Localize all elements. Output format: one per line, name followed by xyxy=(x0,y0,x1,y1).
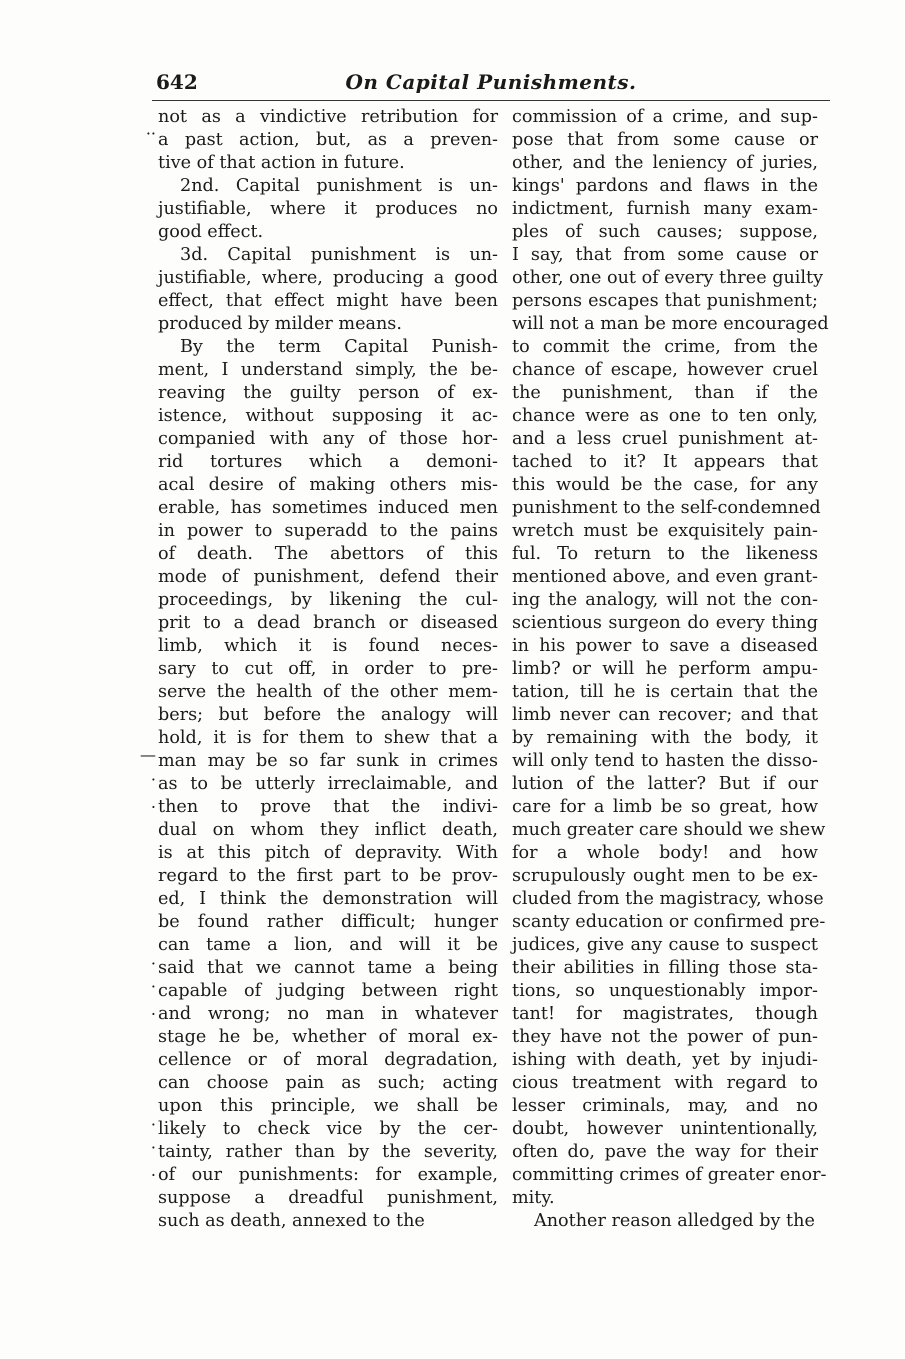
text-line: proceedings, by likening the cul- xyxy=(158,590,498,610)
text-line: ed, I think the demonstration will xyxy=(158,889,498,909)
text-line: hold, it is for them to shew that a xyxy=(158,728,498,748)
text-line: ful. To return to the likeness xyxy=(512,544,818,564)
margin-mark: ·· xyxy=(145,124,156,143)
text-line: acal desire of making others mis- xyxy=(158,475,498,495)
text-line: other, one out of every three guilty xyxy=(512,268,824,288)
text-line: good effect. xyxy=(158,222,264,242)
text-line: cious treatment with regard to xyxy=(512,1073,818,1093)
text-line: can tame a lion, and will it be xyxy=(158,935,498,955)
text-line: erable, has sometimes induced men xyxy=(158,498,498,518)
text-line: this would be the case, for any xyxy=(512,475,818,495)
text-line: produced by milder means. xyxy=(158,314,402,334)
text-line: justifiable, where it produces no xyxy=(158,199,498,219)
text-line: sary to cut off, in order to pre- xyxy=(158,659,498,679)
text-line: 3d. Capital punishment is un- xyxy=(180,245,498,265)
text-line: then to prove that the indivi- xyxy=(158,797,498,817)
text-line: man may be so far sunk in crimes xyxy=(158,751,498,771)
text-line: limb? or will he perform ampu- xyxy=(512,659,818,679)
text-line: ment, I understand simply, the be- xyxy=(158,360,498,380)
text-line: and a less cruel punishment at- xyxy=(512,429,818,449)
text-line: justifiable, where, producing a good xyxy=(158,268,498,288)
text-line: and wrong; no man in whatever xyxy=(158,1004,498,1024)
text-line: punishment to the self-condemned xyxy=(512,498,821,518)
margin-mark: · xyxy=(150,770,156,789)
text-line: suppose a dreadful punishment, xyxy=(158,1188,498,1208)
text-line: bers; but before the analogy will xyxy=(158,705,498,725)
text-line: by remaining with the body, it xyxy=(512,728,818,748)
page-number: 642 xyxy=(156,70,198,94)
margin-mark: . xyxy=(150,793,156,812)
text-line: tive of that action in future. xyxy=(158,153,405,173)
text-line: the punishment, than if the xyxy=(512,383,818,403)
text-line: By the term Capital Punish- xyxy=(180,337,498,357)
text-line: of our punishments: for example, xyxy=(158,1165,498,1185)
text-line: capable of judging between right xyxy=(158,981,498,1001)
text-line: chance were as one to ten only, xyxy=(512,406,818,426)
text-line: can choose pain as such; acting xyxy=(158,1073,498,1093)
text-line: be found rather difficult; hunger xyxy=(158,912,498,932)
text-line: said that we cannot tame a being xyxy=(158,958,498,978)
text-line: lesser criminals, may, and no xyxy=(512,1096,818,1116)
text-line: rid tortures which a demoni- xyxy=(158,452,498,472)
text-line: scientious surgeon do every thing xyxy=(512,613,818,633)
text-line: mode of punishment, defend their xyxy=(158,567,498,587)
text-line: indictment, furnish many exam- xyxy=(512,199,818,219)
text-line: will not a man be more encouraged xyxy=(512,314,829,334)
text-line: I say, that from some cause or xyxy=(512,245,818,265)
margin-mark: · xyxy=(150,954,156,973)
margin-mark: · xyxy=(150,1138,156,1157)
text-line: limb, which it is found neces- xyxy=(158,636,498,656)
page-header xyxy=(152,66,830,101)
text-line: will only tend to hasten the disso- xyxy=(512,751,818,771)
text-line: in power to superadd to the pains xyxy=(158,521,498,541)
text-line: a past action, but, as a preven- xyxy=(158,130,498,150)
text-line: regard to the first part to be prov- xyxy=(158,866,498,886)
text-line: in his power to save a diseased xyxy=(512,636,818,656)
text-line: effect, that effect might have been xyxy=(158,291,498,311)
text-line: commission of a crime, and sup- xyxy=(512,107,818,127)
margin-marks xyxy=(120,106,156,1236)
left-text-column xyxy=(158,106,498,1236)
text-line: care for a limb be so great, how xyxy=(512,797,818,817)
running-title: On Capital Punishments. xyxy=(345,70,637,94)
margin-mark: — xyxy=(140,745,156,764)
text-line: tached to it? It appears that xyxy=(512,452,818,472)
text-line: stage he be, whether of moral ex- xyxy=(158,1027,498,1047)
margin-mark: . xyxy=(150,1161,156,1180)
text-line: judices, give any cause to suspect xyxy=(512,935,818,955)
text-line: 2nd. Capital punishment is un- xyxy=(180,176,498,196)
text-line: scrupulously ought men to be ex- xyxy=(512,866,818,886)
text-line: prit to a dead branch or diseased xyxy=(158,613,498,633)
text-line: limb never can recover; and that xyxy=(512,705,818,725)
text-line: their abilities in filling those sta- xyxy=(512,958,818,978)
text-line: kings' pardons and flaws in the xyxy=(512,176,818,196)
text-line: ples of such causes; suppose, xyxy=(512,222,818,242)
text-line: they have not the power of pun- xyxy=(512,1027,818,1047)
text-line: tant! for magistrates, though xyxy=(512,1004,818,1024)
text-line: doubt, however unintentionally, xyxy=(512,1119,818,1139)
text-line: upon this principle, we shall be xyxy=(158,1096,498,1116)
text-line: committing crimes of greater enor- xyxy=(512,1165,827,1185)
margin-mark: · xyxy=(150,977,156,996)
text-line: istence, without supposing it ac- xyxy=(158,406,498,426)
text-line: not as a vindictive retribution for xyxy=(158,107,498,127)
text-line: cluded from the magistracy, whose xyxy=(512,889,824,909)
text-line: tainty, rather than by the severity, xyxy=(158,1142,498,1162)
text-line: companied with any of those hor- xyxy=(158,429,498,449)
text-line: cellence or of moral degradation, xyxy=(158,1050,498,1070)
right-text-column xyxy=(512,106,829,1236)
text-line: ishing with death, yet by injudi- xyxy=(512,1050,818,1070)
text-line: for a whole body! and how xyxy=(512,843,818,863)
margin-mark: . xyxy=(150,1000,156,1019)
text-line: tation, till he is certain that the xyxy=(512,682,818,702)
text-line: Another reason alledged by the xyxy=(534,1211,815,1231)
text-line: much greater care should we shew xyxy=(512,820,826,840)
text-line: of death. The abettors of this xyxy=(158,544,498,564)
text-line: mity. xyxy=(512,1188,555,1208)
margin-mark: · xyxy=(150,1115,156,1134)
text-line: dual on whom they inflict death, xyxy=(158,820,498,840)
text-line: lution of the latter? But if our xyxy=(512,774,818,794)
text-line: other, and the leniency of juries, xyxy=(512,153,818,173)
text-line: scanty education or confirmed pre- xyxy=(512,912,826,932)
text-line: serve the health of the other mem- xyxy=(158,682,498,702)
text-line: persons escapes that punishment; xyxy=(512,291,818,311)
text-line: such as death, annexed to the xyxy=(158,1211,425,1231)
text-line: reaving the guilty person of ex- xyxy=(158,383,498,403)
text-line: often do, pave the way for their xyxy=(512,1142,818,1162)
text-line: likely to check vice by the cer- xyxy=(158,1119,498,1139)
text-line: is at this pitch of depravity. With xyxy=(158,843,498,863)
text-line: wretch must be exquisitely pain- xyxy=(512,521,818,541)
text-line: pose that from some cause or xyxy=(512,130,818,150)
text-line: tions, so unquestionably impor- xyxy=(512,981,818,1001)
text-line: chance of escape, however cruel xyxy=(512,360,818,380)
text-line: ing the analogy, will not the con- xyxy=(512,590,818,610)
text-line: as to be utterly irreclaimable, and xyxy=(158,774,498,794)
text-line: mentioned above, and even grant- xyxy=(512,567,818,587)
text-line: to commit the crime, from the xyxy=(512,337,818,357)
